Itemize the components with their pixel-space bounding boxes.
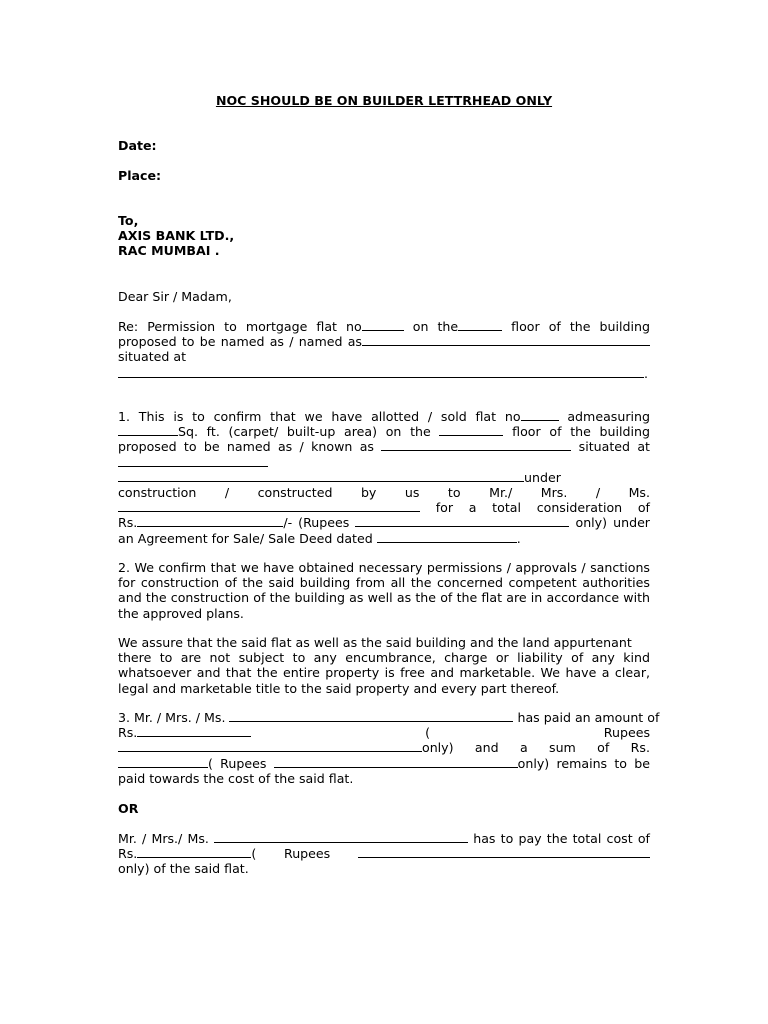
paragraph-1 [118,409,650,546]
re-line-2: proposed to be named as / named as [118,334,650,349]
or-label: OR [118,801,139,816]
assurance-line: whatsoever and that the entire property is free and marketable. We have a clear, [118,665,650,681]
addressee-line: AXIS BANK LTD., [118,228,235,244]
p1-floor-blank[interactable] [439,424,503,436]
p3-line-3: only) and a sum of Rs. [118,740,650,755]
area-sqft-blank[interactable] [118,424,178,436]
re-line-3: situated at [118,349,187,365]
p2-line: 2. We confirm that we have obtained necessary permissions / approvals / sanctions [118,560,650,575]
paid-by-name-blank[interactable] [229,710,513,722]
p1-line-8: Rs. /- (Rupees only) under [118,515,650,531]
p1-line-2: Sq. ft. (carpet/ built-up area) on the floor of the building [118,424,650,439]
re-line-1: Re: Permission to mortgage flat no on the floor of the building [118,319,651,334]
building-name-blank[interactable] [362,334,650,346]
paragraph-4 [118,831,650,877]
p3-line-1: 3. Mr. / Mrs. / Ms. has paid an amount of [118,710,660,725]
document-heading: NOC SHOULD BE ON BUILDER LETTRHEAD ONLY [215,93,553,108]
assurance-line: there to are not subject to any encumbrance, charge or liability of any kind [118,650,650,666]
consideration-words-blank[interactable] [355,515,569,527]
p2-line: for construction of the said building from all the concerned competent authorities [118,575,650,591]
remaining-amount-words-blank[interactable] [274,756,518,768]
remaining-amount-blank[interactable] [118,756,208,768]
location-blank[interactable] [118,470,524,482]
p1-line-5: under [118,470,650,485]
situated-at-blank[interactable] [118,366,644,378]
p1-line-9: an Agreement for Sale/ Sale Deed dated . [118,530,521,546]
p1-line-4 [118,455,650,470]
allotted-flat-number-blank[interactable] [521,409,559,421]
p2-line: and the construction of the building as well as the of the flat are in accordance with [118,590,650,606]
p4-line-3: only) of the said flat. [118,861,249,877]
p4-line-2: Rs. ( Rupees [118,846,650,861]
p1-situated-at-blank[interactable] [118,455,268,467]
p1-line-7: for a total consideration of [118,500,650,515]
re-line-4: . [118,366,650,381]
re-paragraph [118,319,650,381]
p3-line-4: ( Rupees only) remains to be [118,756,650,771]
place-label: Place: [118,168,162,183]
agreement-date-blank[interactable] [377,531,517,543]
paragraph-3 [118,710,660,786]
flat-number-blank[interactable] [362,319,404,331]
p3-line-2: Rs. ( Rupees [118,725,650,741]
assurance-line: legal and marketable title to the said property and every part thereof. [118,680,560,696]
total-cost-amount-blank[interactable] [137,846,251,858]
addressee-line: To, [118,213,139,228]
p1-line-3: proposed to be named as / known as situated at [118,439,650,455]
floor-blank[interactable] [458,319,502,331]
salutation: Dear Sir / Madam, [118,289,232,304]
date-label: Date: [118,138,157,153]
paid-amount-words-blank[interactable] [118,740,422,752]
assurance-line: We assure that the said flat as well as the said building and the land appurtenant [118,635,632,650]
consideration-amount-blank[interactable] [137,515,283,527]
total-cost-words-blank[interactable] [358,846,650,858]
p4-line-1: Mr. / Mrs./ Ms. has to pay the total cost of [118,831,650,846]
p3-line-5: paid towards the cost of the said flat. [118,770,354,786]
p2-line: the approved plans. [118,605,244,621]
purchaser-name-blank[interactable] [118,500,420,512]
addressee-block [118,213,650,259]
paragraph-2 [118,560,650,621]
total-cost-name-blank[interactable] [214,831,468,843]
p1-line-1: 1. This is to confirm that we have allotted / sold flat no admeasuring [118,409,650,424]
paid-amount-blank[interactable] [137,725,251,737]
addressee-line: RAC MUMBAI . [118,243,220,259]
known-as-blank[interactable] [381,439,571,451]
assurance-paragraph [118,635,650,696]
p1-line-6: construction / constructed by us to Mr./ Mrs. / Ms. [118,485,650,501]
